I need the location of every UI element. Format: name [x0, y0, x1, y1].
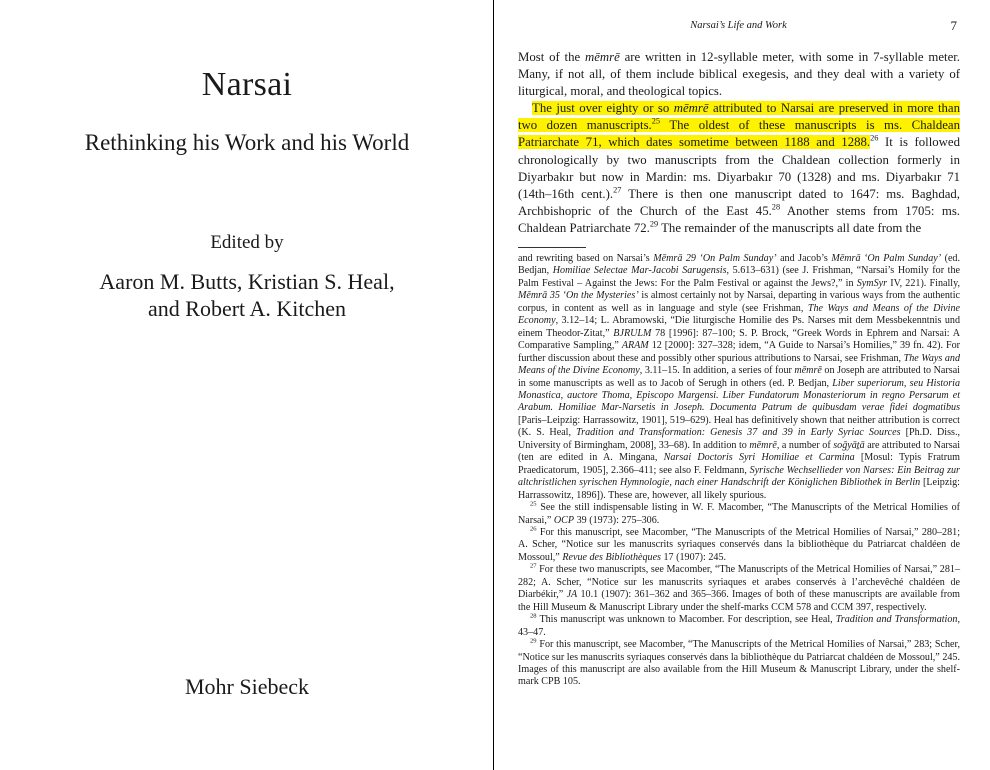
footnote-continuation: and rewriting based on Narsai’s Mēmrā 29 ‘On Palm Sunday’ and Jacob’s Mēmrā ‘On Palm Sunday’ (ed. Bedjan, Homiliae Selectae Mar-Jacobi Sarugensis, 5.613–631) (see J. Frishman, “Narsai’s Homily for the Palm Festival – Against the Jews: For the Palm Festival or against the Jews?,” in SymSyr IV, 221). Finally, Mēmrā 35 ‘On the Mysteries’ is almost certainly not by Narsai, departing in various ways from the authentic corpus, in content as well as in language and style (see Frishman, The Ways and Means of the Divine Economy, 3.12–14; L. Abramowski, “Die liturgische Homilie des Ps. Narses mit dem Messbekenntnis und einem Theodor-Zitat,” BJRULM 78 [1996]: 87–100; S. P. Brock, “Greek Words in Ephrem and Narsai: A Comparative Sampling,” ARAM 12 [2000]: 327–328; idem, “A Guide to Narsai’s Homilies,” 39 fn. 42). For further discussion about these and possibly other spurious attributions to Narsai, see Frishman, The Ways and Means of the Divine Economy, 3.11–15. In addition, a series of four mēmrē on Joseph are attributed to Narsai in some manuscripts as well as to Jacob of Serugh in others (ed. P. Bedjan, Liber superiorum, seu Historia Monastica, auctore Thoma, Episcopo Margensi. Liber Fundatorum Monasteriorum in regno Persarum et Arabum. Homiliae Mar-Narsetis in Joseph. Documenta Patrum de quibusdam verae fidei dogmatibus [Paris–Leipzig: Harrassowitz, 1901], 519–629). Heal has definitively shown that neither attribution is correct (K. S. Heal, Tradition and Transformation: Genesis 37 and 39 in Early Syriac Sources [Ph.D. Diss., University of Birmingham, 2008], 33–68). In addition to mēmrē, a number of soḡyāṯā are attributed to Narsai (ten are edited in A. Mingana, Narsai Doctoris Syri Homiliae et Carmina [Mosul: Typis Fratrum Praedicatorum, 1905], 2.366–411; see also F. Feldmann, Syrische Wechsellieder von Narses: Ein Beitrag zur altchristlichen syrischen Hymnologie, nach einer Handschrift der Königlichen Bibliothek in Berlin [Leipzig: Harrassowitz, 1896]). These are, however, all likely spurious. — [518, 253, 961, 501]
italic-run: Homiliae Selectae Mar-Jacobi Sarugensis — [552, 265, 727, 277]
italic-run: mēmrē — [584, 50, 620, 64]
publisher-name: Mohr Siebeck — [184, 674, 310, 699]
paragraph-2: The just over eighty or so mēmrē attributed to Narsai are preserved in more than two dozen manuscripts.$^{25}$ The oldest of these manuscripts is ms. Chaldean Patriarchate 71, which dates sometime between 1188 and 1288.26 It is followed chronologically by two manuscripts from the Chaldean collection formerly in Diyarbakır but now in Mardin: ms. Diyarbakır 70 (1328) and ms. Diyarbakır 71 (14th–16th cent.).$^{27}$ There is then one manuscript dated to 1647: ms. Baghdad, Archbishopric of the Church of the East 45.28 Another stems from 1705: ms. Chaldean Patriarchate 72.29 The remainder of the manuscripts all date from the — [518, 101, 961, 235]
italic-run: soḡyāṯā — [833, 439, 865, 451]
footnote-ref[interactable]: 26 — [530, 525, 537, 533]
italic-run: The Ways and Means of the Divine Economy — [518, 302, 960, 327]
editors-list — [0, 268, 494, 322]
book-title: Narsai — [201, 66, 293, 103]
main-text — [518, 49, 960, 237]
italic-run: mēmrē — [749, 439, 777, 451]
italic-run: Mēmrā 35 ‘On the Mysteries’ — [518, 290, 639, 302]
footnote-ref[interactable]: 28 — [530, 612, 537, 620]
footnote-28: $^{28}$ This manuscript was unknown to Macomber. For description, see Heal, Tradition and Transformation, 43–47. — [518, 612, 960, 638]
italic-run: Tradition and Transformation — [835, 614, 958, 626]
italic-run: BJRULM — [613, 327, 652, 339]
footnote-ref[interactable]: 29 — [649, 219, 659, 229]
italic-run: mēmrē — [673, 101, 709, 116]
running-head — [520, 18, 957, 34]
italic-run: SymSyr — [856, 277, 888, 289]
footnote-ref[interactable]: 25 — [530, 500, 537, 508]
footnote-29: $^{29}$ For this manuscript, see Macomber, “The Manuscripts of the Metrical Homilies of Narsai,” 283; Scher, “Notice sur les manuscrits syriaques conservés dans la bibliothèque du Patriarcat chaldéen de Mossoul,” 245. Images of this manuscript are also available from the Hill Museum & Manuscript Library, under the shelf-mark CPB 105. — [518, 637, 960, 688]
italic-run: Mēmrā ‘On Palm Sunday’ — [831, 253, 942, 264]
footnote-ref[interactable]: 27 — [530, 562, 537, 570]
italic-run: JA — [566, 589, 578, 601]
italic-run: The Ways and Means of the Divine Economy — [518, 352, 960, 377]
footnote-separator — [518, 247, 586, 248]
book-subtitle: Rethinking his Work and his World — [84, 130, 410, 155]
left-page-half-title — [0, 0, 494, 770]
footnotes — [518, 253, 960, 689]
running-head-title: Narsai’s Life and Work — [690, 20, 787, 31]
italic-run: Tradition and Transformation: Genesis 37 and 39 in Early Syriac Sources — [576, 427, 901, 439]
italic-run: ARAM — [621, 340, 649, 352]
footnote-ref[interactable]: 25 — [651, 117, 661, 127]
highlighted-text: The just over eighty or so mēmrē attributed to Narsai are preserved in more than two dozen manuscripts.$^{25}$ The oldest of these manuscripts is ms. Chaldean Patriarchate 71, which dates sometime between 1188 and 1288. — [518, 101, 960, 150]
italic-run: Syrische Wechsellieder von Narses: Ein Beitrag zur altchristlichen syrischen Hymnologie, nach einer Handschrift der Königlichen Bibliothek in Berlin — [518, 464, 960, 489]
italic-run: Revue des Bibliothèques — [562, 551, 661, 563]
page-number: 7 — [950, 18, 957, 33]
editors-line-2: and Robert A. Kitchen — [148, 296, 346, 321]
footnote-ref[interactable]: 29 — [530, 637, 537, 645]
italic-run: Mēmrā 29 ‘On Palm Sunday’ — [653, 253, 777, 264]
footnote-25: $^{25}$ See the still indispensable listing in W. F. Macomber, “The Manuscripts of the Metrical Homilies of Narsai,” OCP 39 (1973): 275–306. — [518, 500, 960, 526]
italic-run: Narsai Doctoris Syri Homiliae et Carmina — [663, 452, 855, 464]
footnote-ref[interactable]: 28 — [771, 202, 781, 212]
footnote-27: $^{27}$ For these two manuscripts, see Macomber, “The Manuscripts of the Metrical Homilies of Narsai,” 281–282; A. Scher, “Notice sur les manuscrits syriaques et arabes conservés à l’archevêché chaldéen de Diarbékir,” JA 10.1 (1907): 361–362 and 365–366. Images of both of these manuscripts are available from the Hill Museum & Manuscript Library under the shelf-marks CCM 578 and CCM 397, respectively. — [518, 562, 960, 613]
paragraph-1: Most of the mēmrē are written in 12-syllable meter, with some in 7-syllable meter. Many, if not all, of them include biblical exegesis, and they deal with a variety of liturgical, moral, and theological topics. — [518, 50, 960, 99]
right-page-text — [494, 0, 990, 770]
italic-run: mēmrē — [794, 365, 822, 377]
edited-by-label: Edited by — [210, 232, 284, 253]
footnote-ref[interactable]: 26 — [870, 134, 879, 144]
italic-run: OCP — [553, 514, 575, 526]
footnote-26: $^{26}$ For this manuscript, see Macomber, “The Manuscripts of the Metrical Homilies of Narsai,” 280–281; A. Scher, “Notice sur les manuscrits syriaques conservés dans la bibliothèque du Patriarcat chaldéen de Mossoul,” Revue des Bibliothèques 17 (1907): 245. — [518, 525, 960, 563]
footnote-ref[interactable]: 27 — [613, 185, 622, 195]
italic-run: Liber superiorum, seu Historia Monastica, auctore Thoma, Episcopo Margensi. Liber Fundatorum Monasteriorum in regno Persarum et Arabum. Homiliae Mar-Narsetis in Joseph. Documenta Patrum de quibusdam verae fidei dogmatibus — [518, 377, 960, 414]
editors-line-1: Aaron M. Butts, Kristian S. Heal, — [99, 269, 395, 294]
